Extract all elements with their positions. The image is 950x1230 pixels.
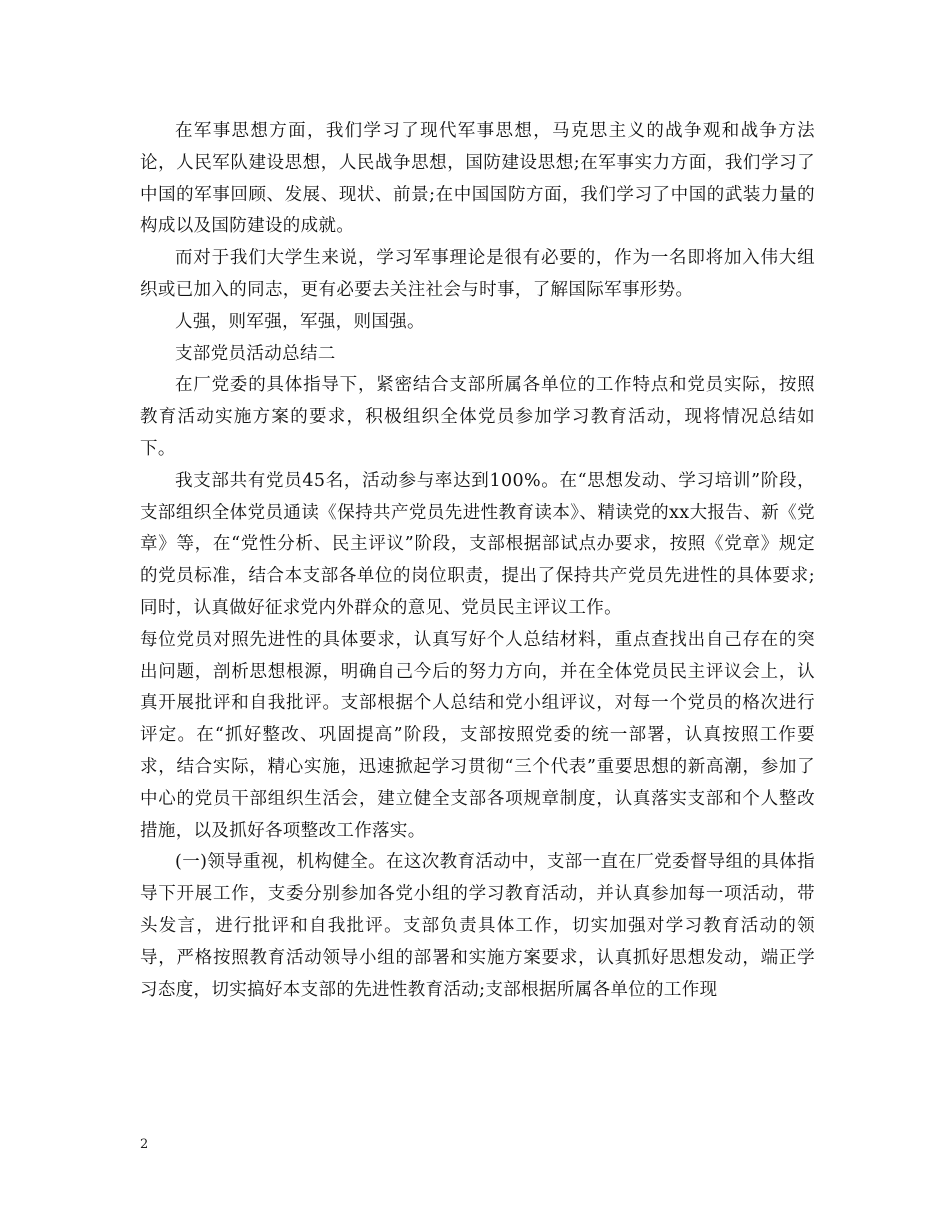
paragraph-military-theory-necessity: 而对于我们大学生来说，学习军事理论是很有必要的，作为一名即将加入伟大组织或已加入的同志，更有必要去关注社会与时事，了解国际军事形势。	[140, 248, 815, 300]
paragraph-branch-guidance: 在厂党委的具体指导下，紧密结合支部所属各单位的工作特点和党员实际，按照教育活动实施方案的要求，积极组织全体党员参加学习教育活动，现将情况总结如下。	[140, 375, 815, 459]
section-heading: 支部党员活动总结二	[175, 343, 336, 364]
document-body	[140, 116, 815, 1006]
paragraph-strong-nation: 人强，则军强，军强，则国强。	[175, 311, 425, 332]
paragraph-member-count: 我支部共有党员45名，活动参与率达到100%。在“思想发动、学习培训”阶段，支部组织全体党员通读《保持共产党员先进性教育读本》、精读党的xx大报告、新《党章》等，在“党性分析、民主评议”阶段，支部根据部试点办要求，按照《党章》规定的党员标准，结合本支部各单位的岗位职责，提出了保持共产党员先进性的具体要求;同时，认真做好征求党内外群众的意见、党员民主评议工作。	[140, 470, 815, 618]
paragraph-self-evaluation: 每位党员对照先进性的具体要求，认真写好个人总结材料，重点查找出自己存在的突出问题，剖析思想根源，明确自己今后的努力方向，并在全体党员民主评议会上，认真开展批评和自我批评。支部根据个人总结和党小组评议，对每一个党员的格次进行评定。在“抓好整改、巩固提高”阶段，支部按照党委的统一部署，认真按照工作要求，结合实际，精心实施，迅速掀起学习贯彻“三个代表”重要思想的新高潮，参加了中心的党员干部组织生活会，建立健全支部各项规章制度，认真落实支部和个人整改措施，以及抓好各项整改工作落实。	[140, 629, 815, 841]
paragraph-leadership: (一)领导重视，机构健全。在这次教育活动中，支部一直在厂党委督导组的具体指导下开展工作，支委分别参加各党小组的学习教育活动，并认真参加每一项活动，带头发言，进行批评和自我批评。支部负责具体工作，切实加强对学习教育活动的领导，严格按照教育活动领导小组的部署和实施方案要求，认真抓好思想发动，端正学习态度，切实搞好本支部的先进性教育活动;支部根据所属各单位的工作现	[140, 852, 815, 1000]
paragraph-military-thought: 在军事思想方面，我们学习了现代军事思想，马克思主义的战争观和战争方法论，人民军队建设思想，人民战争思想，国防建设思想;在军事实力方面，我们学习了中国的军事回顾、发展、现状、前景;在中国国防方面，我们学习了中国的武装力量的构成以及国防建设的成就。	[140, 121, 815, 237]
page-number: 2	[140, 1137, 149, 1152]
